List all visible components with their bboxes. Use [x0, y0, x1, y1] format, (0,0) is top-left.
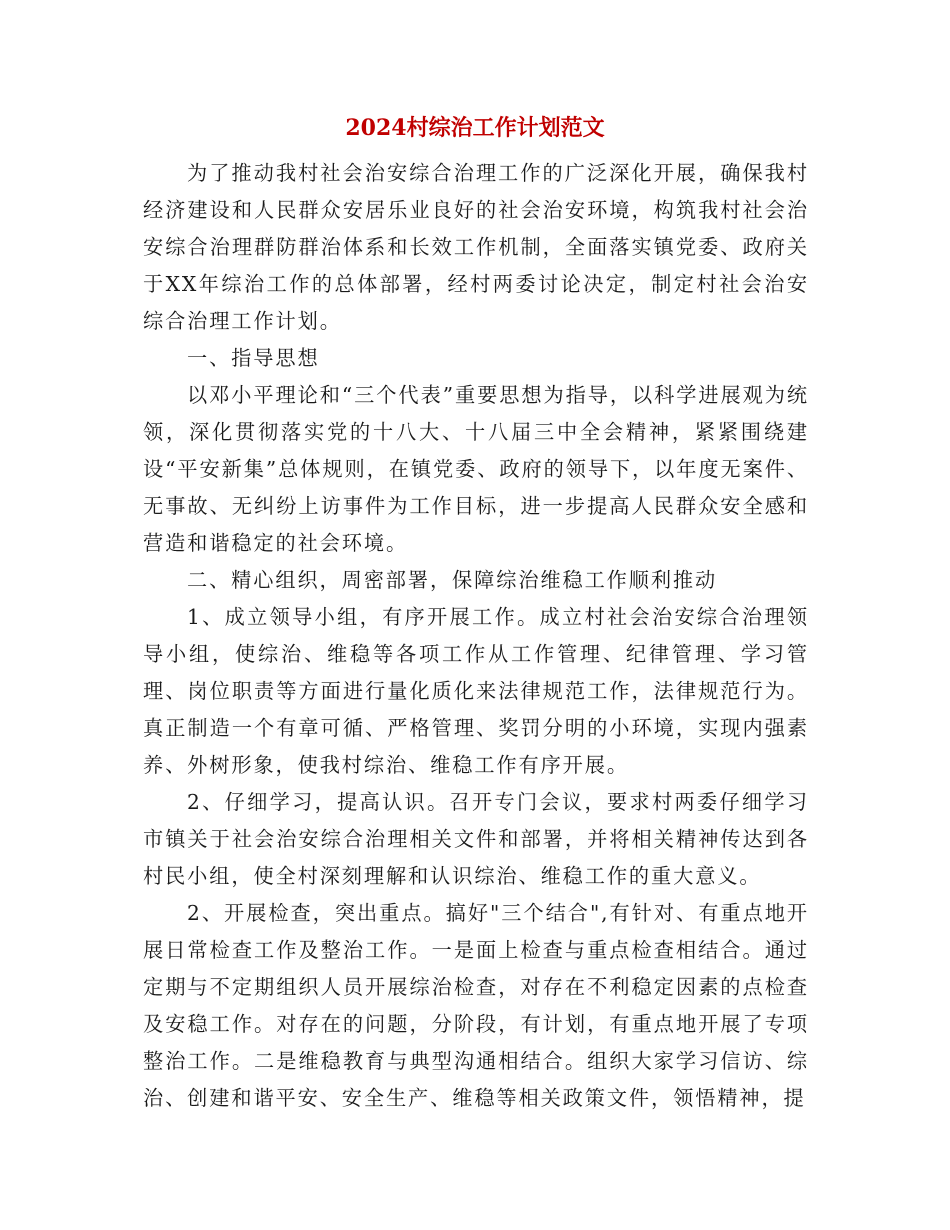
paragraph-intro: 为了推动我村社会治安综合治理工作的广泛深化开展，确保我村经济建设和人民群众安居乐业良好的社会治安环境，构筑我村社会治安综合治理群防群治体系和长效工作机制，全面落实镇党委、政府关于XX年综治工作的总体部署，经村两委讨论决定，制定村社会治安综合治理工作计划。: [143, 161, 809, 333]
paragraph-guiding-thought: 以邓小平理论和“三个代表”重要思想为指导，以科学进展观为统领，深化贯彻落实党的十八大、十八届三中全会精神，紧紧围绕建设“平安新集”总体规则，在镇党委、政府的领导下，以年度无案件、无事故、无纠纷上访事件为工作目标，进一步提高人民群众安全感和营造和谐稳定的社会环境。: [143, 383, 809, 555]
paragraph-leadership-group: 1、成立领导小组，有序开展工作。成立村社会治安综合治理领导小组，使综治、维稳等各项工作从工作管理、纪律管理、学习管理、岗位职责等方面进行量化质化来法律规范工作，法律规范行为。真正制造一个有章可循、严格管理、奖罚分明的小环境，实现内强素养、外树形象，使我村综治、维稳工作有序开展。: [143, 605, 809, 777]
document-body: [143, 155, 809, 1117]
paragraph-inspection: 2、开展检查，突出重点。搞好"三个结合",有针对、有重点地开展日常检查工作及整治工作。一是面上检查与重点检查相结合。通过定期与不定期组织人员开展综治检查，对存在不利稳定因素的点检查及安稳工作。对存在的问题，分阶段，有计划，有重点地开展了专项整治工作。二是维稳教育与典型沟通相结合。组织大家学习信访、综治、创建和谐平安、安全生产、维稳等相关政策文件，领悟精神，提: [143, 901, 809, 1110]
section-heading-guiding-thought: 一、指导思想: [187, 346, 320, 370]
section-heading-organization: 二、精心组织，周密部署，保障综治维稳工作顺利推动: [187, 568, 718, 592]
document-title: 2024村综治工作计划范文: [345, 115, 605, 141]
paragraph-study: 2、仔细学习，提高认识。召开专门会议，要求村两委仔细学习市镇关于社会治安综合治理相关文件和部署，并将相关精神传达到各村民小组，使全村深刻理解和认识综治、维稳工作的重大意义。: [143, 790, 809, 888]
